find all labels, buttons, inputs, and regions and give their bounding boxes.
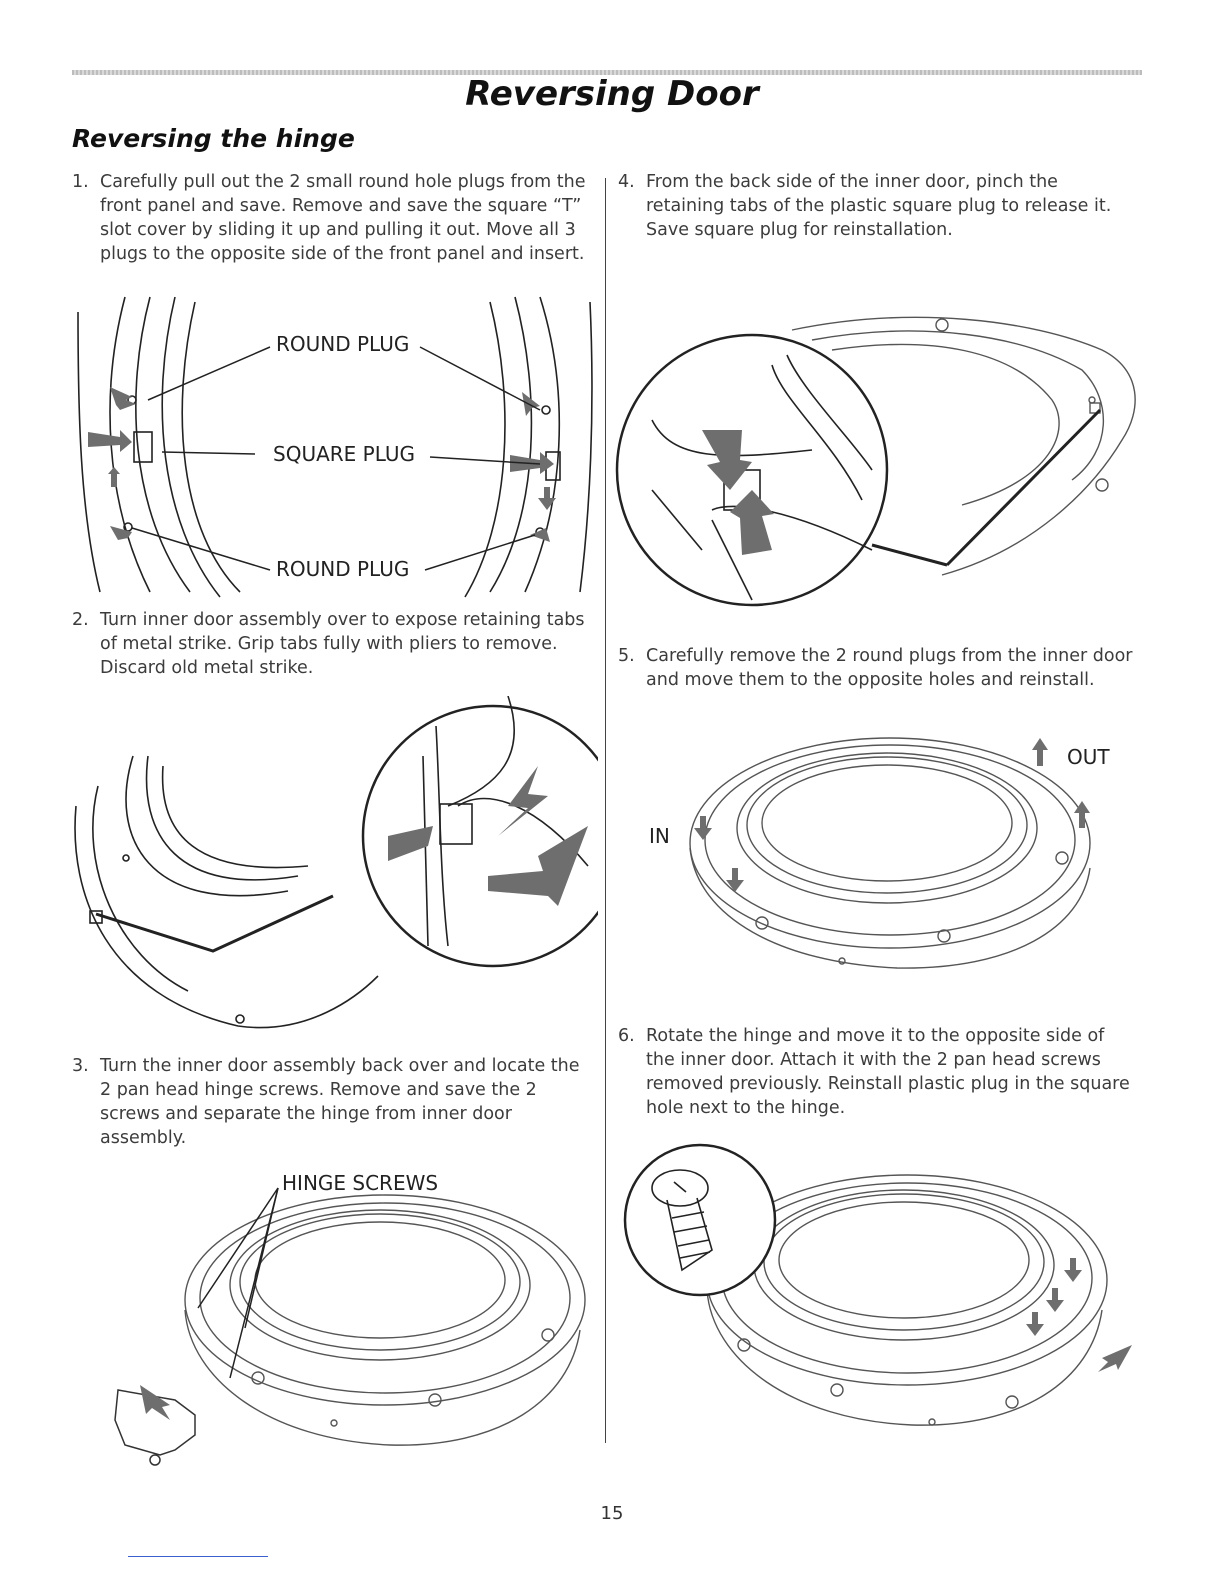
step-2 — [72, 608, 592, 684]
section-title: Reversing the hinge — [72, 124, 355, 153]
figure-round-plugs-inner-door — [612, 728, 1142, 978]
label-round-plug-top: ROUND PLUG — [276, 332, 410, 356]
page-number: 15 — [600, 1503, 624, 1524]
step-6 — [618, 1024, 1138, 1124]
step-number: 2. — [72, 610, 89, 630]
step-number: 1. — [72, 172, 89, 192]
label-in: IN — [649, 824, 670, 848]
step-number: 5. — [618, 646, 635, 666]
column-divider — [605, 178, 606, 1443]
step-number: 6. — [618, 1026, 635, 1046]
step-text: Rotate the hinge and move it to the opposite side of the inner door. Attach it with the 2 pan head screws removed previously. Reinstall plastic plug in the square hole next to the hinge. — [646, 1026, 1130, 1118]
step-number: 4. — [618, 172, 635, 192]
figure-square-plug-tabs — [612, 290, 1142, 640]
label-round-plug-bottom: ROUND PLUG — [276, 557, 410, 581]
step-1 — [72, 170, 592, 270]
step-5 — [618, 644, 1138, 696]
page-title: Reversing Door — [465, 74, 759, 114]
step-text: Turn inner door assembly over to expose retaining tabs of metal strike. Grip tabs fully with pliers to remove. Discard old metal strike. — [100, 610, 585, 678]
step-4 — [618, 170, 1138, 246]
step-text: From the back side of the inner door, pinch the retaining tabs of the plastic square plug to release it. Save square plug for reinstallation. — [646, 172, 1112, 240]
step-3 — [72, 1054, 592, 1148]
label-square-plug: SQUARE PLUG — [273, 442, 415, 466]
figure-metal-strike — [68, 696, 598, 1036]
figure-front-panel-plugs — [70, 292, 600, 602]
footer-rule — [128, 1556, 268, 1557]
figure-reinstall-hinge — [612, 1140, 1142, 1440]
label-hinge-screws: HINGE SCREWS — [282, 1171, 439, 1195]
step-text: Carefully pull out the 2 small round hole plugs from the front panel and save. Remove and save the square “T” slot cover by sliding it up and pulling it out. Move all 3 plugs to the opposite side of the front panel and insert. — [100, 172, 586, 264]
step-text: Carefully remove the 2 round plugs from the inner door and move them to the opposite holes and reinstall. — [646, 646, 1133, 690]
step-number: 3. — [72, 1056, 89, 1076]
step-text: Turn the inner door assembly back over and locate the 2 pan head hinge screws. Remove and save the 2 screws and separate the hinge from inner door assembly. — [100, 1056, 580, 1148]
label-out: OUT — [1067, 745, 1110, 769]
figure-hinge-screws — [100, 1160, 590, 1480]
